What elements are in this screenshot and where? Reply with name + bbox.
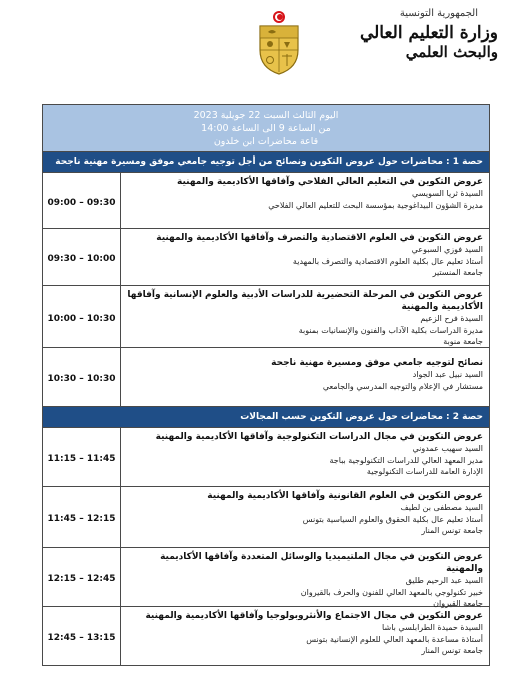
speaker-role: خبير تكنولوجي بالمعهد العالي للفنون والحرف بالقيروان xyxy=(300,587,483,597)
talk-title: عروض التكوين في مجال الملتيميديا والوسائل المتعددة وآفاقها الأكاديمية والمهنية xyxy=(160,552,483,574)
speaker-role: مستشار في الإعلام والتوجيه المدرسي والجامعي xyxy=(322,381,483,391)
speaker-role: أستاذ تعليم عال بكلية العلوم الاقتصادية والتصرف بالمهدية xyxy=(292,256,483,266)
talk-details xyxy=(121,348,489,406)
time-slot: 11:15 – 11:45 xyxy=(43,428,121,486)
talk-title: عروض التكوين في العلوم الاقتصادية والتصرف وآفاقها الأكاديمية والمهنية xyxy=(156,233,483,243)
talk-title: عروض التكوين في المرحلة التحضيرية للدراسات الأدبية والعلوم الإنسانية وآفاقها الأكاديمية والمهنية xyxy=(127,290,483,312)
speaker-university: الإدارة العامة للدراسات التكنولوجية xyxy=(366,467,483,476)
speaker-university: جامعة القيروان xyxy=(433,599,483,608)
time-slot: 11:45 – 12:15 xyxy=(43,487,121,547)
talk-details xyxy=(121,487,489,547)
session-header: حصة 1 : محاضرات حول عروض التكوين ونصائح من أجل توجيه جامعي موفق ومسيرة مهنية ناجحة xyxy=(43,152,489,173)
speaker-university: جامعة تونس المنار xyxy=(421,526,483,535)
schedule-table xyxy=(42,104,490,666)
speaker-name: السيد نبيل عبد الجواد xyxy=(412,370,483,379)
day-date: اليوم الثالث السبت 22 جويلية 2023 xyxy=(193,110,339,121)
speaker-university: جامعة منوبة xyxy=(443,337,483,346)
table-row xyxy=(43,173,489,229)
speaker-name: السيدة حميدة الطرابلسي باشا xyxy=(382,623,483,632)
talk-details xyxy=(121,173,489,228)
time-slot: 09:30 – 10:00 xyxy=(43,229,121,285)
talk-details xyxy=(121,229,489,285)
speaker-name: السيدة ثريا السويسي xyxy=(412,189,483,198)
day-venue: قاعة محاضرات ابن خلدون xyxy=(213,136,319,147)
speaker-university: جامعة المنستير xyxy=(432,268,483,277)
speaker-role: أستاذة مساعدة بالمعهد العالي للعلوم الإنسانية بتونس xyxy=(306,634,483,644)
speaker-name: السيد عبد الرحيم طليق xyxy=(405,576,483,585)
time-slot: 09:00 – 09:30 xyxy=(43,173,121,228)
ministry-name: وزارة التعليم العالي xyxy=(359,23,498,43)
talk-details xyxy=(121,607,489,665)
ministry-title xyxy=(338,8,498,61)
speaker-name: السيدة فرح الزعيم xyxy=(420,314,483,323)
speaker-role: مدير المعهد العالي للدراسات التكنولوجية بباجة xyxy=(329,455,483,465)
talk-details xyxy=(121,286,489,347)
republic-label: الجمهورية التونسية xyxy=(399,8,478,19)
talk-details xyxy=(121,548,489,606)
talk-title: عروض التكوين في العلوم القانونية وآفاقها الأكاديمية والمهنية xyxy=(207,491,483,501)
talk-title: عروض التكوين في مجال الدراسات التكنولوجية وآفاقها الأكاديمية والمهنية xyxy=(155,432,483,442)
research-name: والبحث العلمي xyxy=(405,43,498,61)
talk-title: عروض التكوين في التعليم العالي الفلاحي وآفاقها الأكاديمية والمهنية xyxy=(177,177,483,187)
time-slot: 10:30 – 10:30 xyxy=(43,348,121,406)
day-header xyxy=(43,105,489,152)
talk-details xyxy=(121,428,489,486)
time-slot: 12:15 – 12:45 xyxy=(43,548,121,606)
table-row xyxy=(43,229,489,286)
speaker-role: مديرة الدراسات بكلية الآداب والفنون والإنسانيات بمنوبة xyxy=(298,325,483,335)
table-row xyxy=(43,607,489,665)
speaker-name: السيد فوزي السبوعي xyxy=(411,245,483,254)
speaker-role: أستاذ تعليم عال بكلية الحقوق والعلوم السياسية بتونس xyxy=(302,514,483,524)
speaker-university: جامعة تونس المنار xyxy=(421,646,483,655)
table-row xyxy=(43,548,489,607)
session-header: حصة 2 : محاضرات حول عروض التكوين حسب المجالات xyxy=(43,407,489,428)
day-hours: من الساعة 9 الى الساعة 14:00 xyxy=(201,123,331,134)
talk-title: نصائح لتوجيه جامعي موفق ومسيرة مهنية ناجحة xyxy=(271,358,483,368)
table-row xyxy=(43,286,489,348)
speaker-name: السيد سهيب عمدوني xyxy=(412,444,483,453)
speaker-name: السيد مصطفى بن لطيف xyxy=(400,503,483,512)
page-header xyxy=(0,0,526,96)
table-row xyxy=(43,487,489,548)
table-row xyxy=(43,428,489,487)
tunisia-emblem-icon xyxy=(256,10,302,76)
time-slot: 10:00 – 10:30 xyxy=(43,286,121,347)
table-row xyxy=(43,348,489,407)
speaker-role: مديرة الشؤون البيداغوجية بمؤسسة البحث للتعليم العالي الفلاحي xyxy=(268,200,483,210)
time-slot: 12:45 – 13:15 xyxy=(43,607,121,665)
talk-title: عروض التكوين في مجال الاجتماع والأنثروبولوجيا وآفاقها الأكاديمية والمهنية xyxy=(145,611,483,621)
